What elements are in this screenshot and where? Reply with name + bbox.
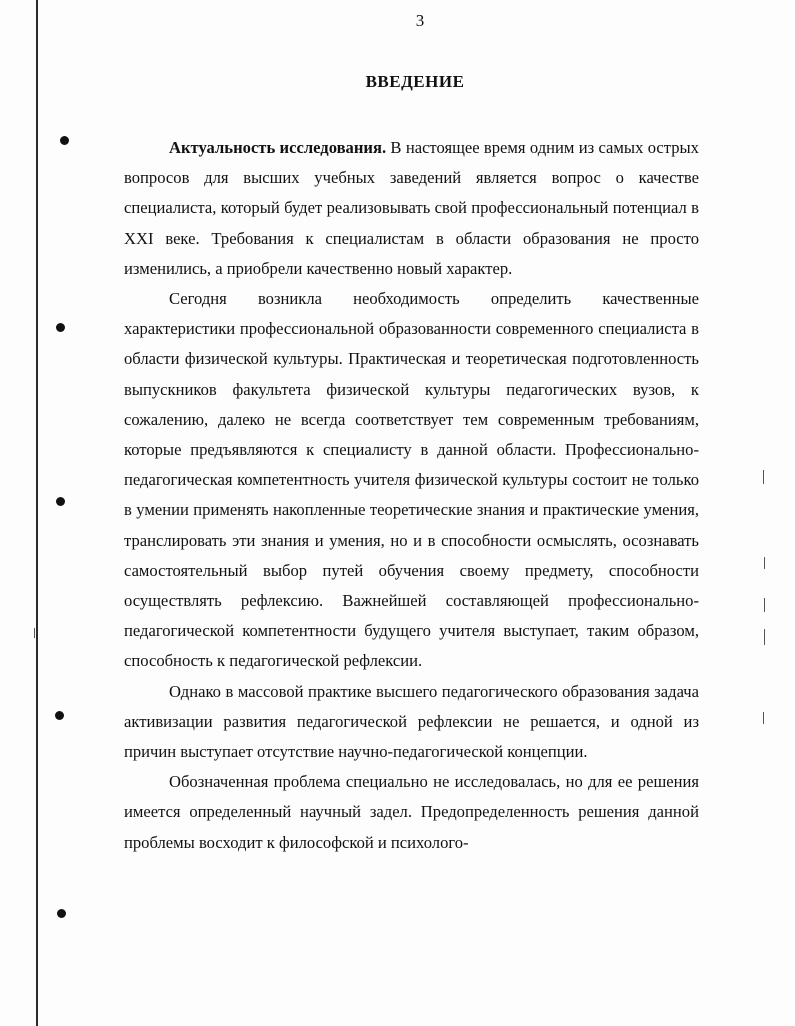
scan-artifact — [764, 557, 765, 569]
binder-hole-mark — [60, 136, 69, 145]
paragraph-necessity: Сегодня возникла необходимость определить качественные характеристики профессиональной образованности современного специалиста в области физической культуры. Практическая и теоретическая подготовленность выпускников факультета физической культуры педагогических вузов, к сожалению, далеко не всегда соответствует тем современным требованиям, которые предъявляются к специалисту в данной области. Профессионально-педагогическая компетентность учителя физической культуры состоит не только в умении применять накопленные теоретические знания и практические умения, транслировать эти знания и умения, но и в способности осмыслять, осознавать самостоятельный выбор путей обучения своему предмету, способности осуществлять рефлексию. Важнейшей составляющей профессионально-педагогической компетентности будущего учителя выступает, таким образом, способность к педагогической рефлексии. — [124, 289, 699, 671]
body-text — [124, 133, 699, 858]
section-heading: ВВЕДЕНИЕ — [365, 72, 465, 91]
binder-hole-mark — [56, 497, 65, 506]
scan-margin-line — [36, 0, 38, 1026]
paragraph-problem: Обозначенная проблема специально не исследовалась, но для ее решения имеется определенный научный задел. Предопределенность решения данной проблемы восходит к философской и психолого- — [124, 772, 699, 852]
scan-artifact — [763, 470, 764, 484]
paragraph-lead: Актуальность исследования. — [169, 138, 387, 157]
binder-hole-mark — [56, 323, 65, 332]
paragraph-text: В настоящее время одним из самых острых вопросов для высших учебных заведений является вопрос о качестве специалиста, который будет реализовывать свой профессиональный потенциал в XXI веке. Требования к специалистам в области образования не просто изменились, а приобрели качественно новый характер. — [124, 138, 699, 278]
scan-artifact — [764, 629, 765, 645]
binder-hole-mark — [57, 909, 66, 918]
scan-artifact — [34, 628, 35, 638]
paragraph-practice: Однако в массовой практике высшего педагогического образования задача активизации развития педагогической рефлексии не решается, и одной из причин выступает отсутствие научно-педагогической концепции. — [124, 681, 699, 762]
paragraph-relevance — [124, 133, 699, 284]
scan-artifact — [763, 712, 764, 724]
page-number: 3 — [415, 11, 425, 30]
scan-artifact — [764, 598, 765, 612]
binder-hole-mark — [55, 711, 64, 720]
